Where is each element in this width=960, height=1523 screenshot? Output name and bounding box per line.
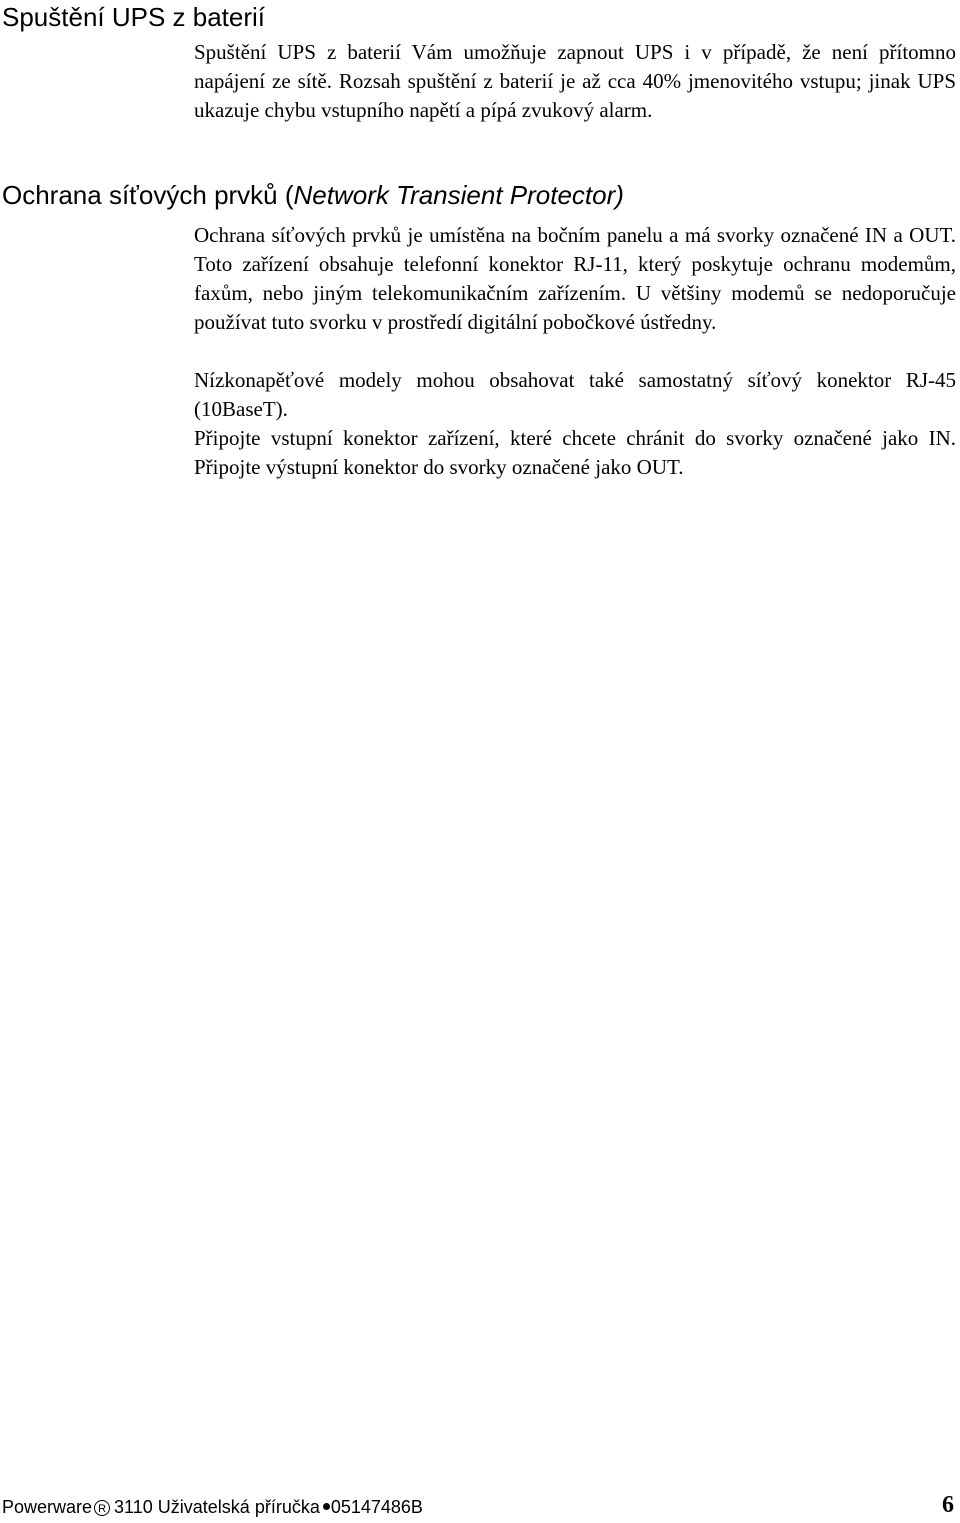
footer-part-number: 05147486B xyxy=(330,1497,423,1517)
heading-text: Spuštění UPS z baterií xyxy=(2,2,266,32)
paragraph-network-protector-description: Ochrana síťových prvků je umístěna na bočním panelu a má svorky označené IN a OUT. Toto zařízení obsahuje telefonní konektor RJ-11, který poskytuje ochranu modemům, faxům, nebo jiným telekomunikačním zařízením. U většiny modemů se nedoporučuje používat tuto svorku v prostředí digitální pobočkové ústředny. xyxy=(194,223,956,334)
registered-trademark-icon: R xyxy=(94,1500,110,1516)
section-heading-network-transient-protector xyxy=(2,180,624,210)
footer-manual-title: Uživatelská příručka xyxy=(157,1497,320,1517)
footer-model: 3110 xyxy=(114,1497,153,1517)
heading-italic-text: Network Transient Protector) xyxy=(293,180,624,210)
paragraph-connection-instructions: Připojte vstupní konektor zařízení, které chcete chránit do svorky označené jako IN. Připojte výstupní konektor do svorky označené jako OUT. xyxy=(194,426,956,479)
section-heading-ups-battery-start xyxy=(2,2,265,32)
heading-text: Ochrana síťových prvků ( xyxy=(2,180,294,210)
bullet-dot-icon xyxy=(323,1503,330,1510)
paragraph-low-voltage-models: Nízkonapěťové modely mohou obsahovat také samostatný síťový konektor RJ-45 (10BaseT). xyxy=(194,368,956,421)
footer-brand: Powerware xyxy=(2,1497,93,1517)
paragraph-ups-battery-start: Spuštění UPS z baterií Vám umožňuje zapnout UPS i v případě, že není přítomno napájení ze sítě. Rozsah spuštění z baterií je až cca 40% jmenovitého vstupu; jinak UPS ukazuje chybu vstupního napětí a pípá zvukový alarm. xyxy=(194,40,956,122)
footer-document-info xyxy=(2,1494,423,1520)
page-number: 6 xyxy=(942,1492,954,1518)
